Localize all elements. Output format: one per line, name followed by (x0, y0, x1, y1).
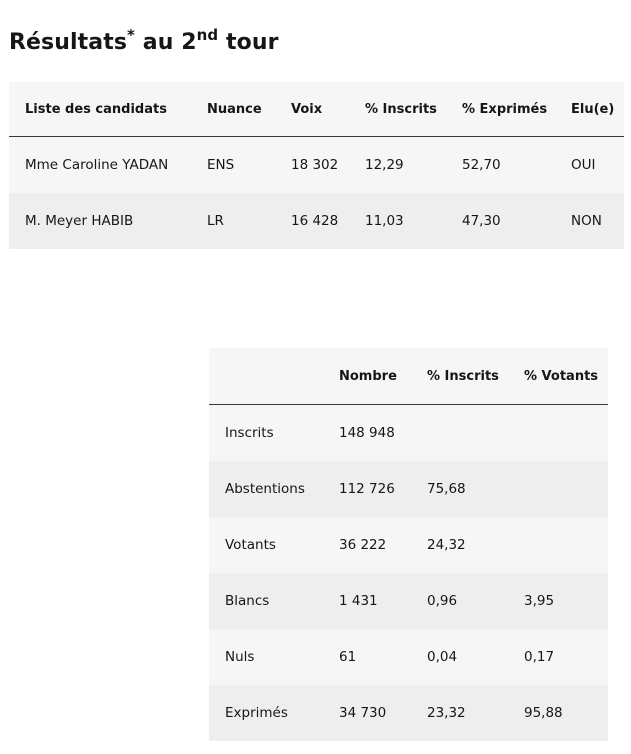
header-pct-votants: % Votants (524, 348, 608, 405)
title-middle: au 2 (135, 30, 197, 55)
candidate-pct-inscrits: 12,29 (365, 137, 462, 194)
title-ordinal: nd (196, 26, 219, 44)
header-nombre: Nombre (339, 348, 427, 405)
stats-label: Nuls (209, 629, 339, 685)
stats-nombre: 148 948 (339, 405, 427, 462)
candidate-pct-inscrits: 11,03 (365, 193, 462, 249)
header-elu: Elu(e) (571, 82, 624, 137)
stats-pct-votants: 0,17 (524, 629, 608, 685)
stats-label: Votants (209, 517, 339, 573)
candidates-table (9, 82, 624, 249)
stats-pct-votants (524, 461, 608, 517)
candidate-nuance: LR (207, 193, 291, 249)
stats-pct-votants (524, 517, 608, 573)
candidate-pct-exprimes: 47,30 (462, 193, 571, 249)
stats-pct-inscrits: 0,04 (427, 629, 524, 685)
title-asterisk: * (127, 26, 135, 44)
stats-row (209, 685, 608, 741)
header-candidates: Liste des candidats (9, 82, 207, 137)
stats-nombre: 34 730 (339, 685, 427, 741)
header-pct-inscrits: % Inscrits (365, 82, 462, 137)
stats-pct-inscrits (427, 405, 524, 462)
candidates-header-row (9, 82, 624, 137)
candidate-nuance: ENS (207, 137, 291, 194)
candidate-name: Mme Caroline YADAN (9, 137, 207, 194)
stats-row (209, 461, 608, 517)
candidate-row (9, 193, 624, 249)
stats-pct-inscrits: 24,32 (427, 517, 524, 573)
stats-pct-inscrits: 23,32 (427, 685, 524, 741)
candidate-elu: NON (571, 193, 624, 249)
candidate-elu: OUI (571, 137, 624, 194)
stats-label: Inscrits (209, 405, 339, 462)
header-voix: Voix (291, 82, 365, 137)
title-main: Résultats (9, 30, 128, 55)
stats-nombre: 36 222 (339, 517, 427, 573)
candidate-name: M. Meyer HABIB (9, 193, 207, 249)
stats-row (209, 573, 608, 629)
stats-pct-votants: 3,95 (524, 573, 608, 629)
page-title (9, 26, 279, 55)
stats-label: Exprimés (209, 685, 339, 741)
header-empty (209, 348, 339, 405)
stats-row (209, 517, 608, 573)
stats-nombre: 112 726 (339, 461, 427, 517)
stats-nombre: 1 431 (339, 573, 427, 629)
stats-pct-inscrits: 75,68 (427, 461, 524, 517)
candidate-row (9, 137, 624, 194)
stats-label: Abstentions (209, 461, 339, 517)
header-pct-inscrits: % Inscrits (427, 348, 524, 405)
stats-row (209, 405, 608, 462)
candidate-voix: 16 428 (291, 193, 365, 249)
header-pct-exprimes: % Exprimés (462, 82, 571, 137)
stats-row (209, 629, 608, 685)
title-end: tour (218, 30, 279, 55)
stats-pct-votants (524, 405, 608, 462)
stats-label: Blancs (209, 573, 339, 629)
header-nuance: Nuance (207, 82, 291, 137)
stats-header-row (209, 348, 608, 405)
stats-pct-inscrits: 0,96 (427, 573, 524, 629)
stats-nombre: 61 (339, 629, 427, 685)
stats-pct-votants: 95,88 (524, 685, 608, 741)
candidate-voix: 18 302 (291, 137, 365, 194)
participation-table (209, 348, 608, 741)
candidate-pct-exprimes: 52,70 (462, 137, 571, 194)
